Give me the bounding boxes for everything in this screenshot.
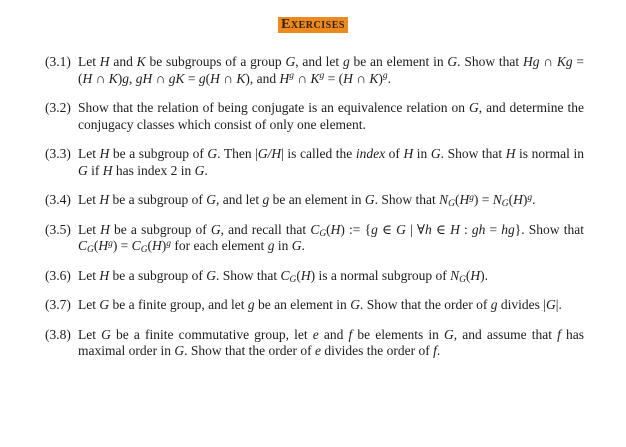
- exercise-item-3-5: [45, 222, 584, 255]
- exercise-item-3-6: [45, 268, 584, 285]
- exercise-number: (3.4): [45, 192, 71, 207]
- exercise-text: Let G be a finite group, and let g be an element in G. Show that the order of g divides |G|.: [78, 297, 562, 312]
- exercise-number: (3.3): [45, 146, 71, 161]
- exercise-text: Show that the relation of being conjugate is an equivalence relation on G, and determine the conjugacy classes which consist of only one element.: [78, 100, 584, 132]
- exercise-number: (3.5): [45, 221, 71, 237]
- heading-row: [0, 0, 626, 33]
- exercise-item-3-2: [45, 100, 584, 133]
- exercise-number: (3.8): [45, 326, 71, 342]
- exercise-text: Let H be a subgroup of G, and recall that $C_G(H)$ := {g ∈ G | ∀h ∈ H : gh = hg}. Show that $C_G(H^g) = C_G(H)^g$ for each element g in G.: [78, 221, 584, 256]
- exercise-list: [0, 54, 626, 360]
- exercise-item-3-7: [45, 297, 584, 314]
- exercise-number: (3.6): [45, 267, 71, 283]
- exercise-item-3-8: [45, 327, 584, 360]
- exercise-text: Let H be a subgroup of G. Then |G/H| is called the index of H in G. Show that H is normal in G if H has index 2 in G.: [78, 146, 584, 178]
- exercise-text: Let H and K be subgroups of a group G, and let g be an element in G. Show that Hg ∩ Kg = (H ∩ K)g, gH ∩ gK = g(H ∩ K), and $H^g$ ∩ $K^g = (H$ ∩ K)$^g$.: [78, 54, 584, 86]
- exercise-item-3-1: [45, 54, 584, 87]
- exercise-text: Let G be a finite commutative group, let e and f be elements in G, and assume that f has maximal order in G. Show that the order of e divides the order of f.: [78, 326, 584, 358]
- exercise-number: (3.2): [45, 100, 71, 115]
- exercise-item-3-3: [45, 146, 584, 179]
- exercise-text: Let H be a subgroup of G. Show that $C_G(H)$ is a normal subgroup of $N_G(H)$.: [78, 267, 489, 285]
- exercise-item-3-4: [45, 192, 584, 209]
- exercise-number: (3.1): [45, 54, 71, 69]
- exercise-text: Let H be a subgroup of G, and let g be an element in G. Show that $N_G(H^g) = N_G(H)^g$.: [78, 192, 536, 210]
- exercise-number: (3.7): [45, 297, 71, 312]
- exercises-heading: Exercises: [278, 17, 348, 33]
